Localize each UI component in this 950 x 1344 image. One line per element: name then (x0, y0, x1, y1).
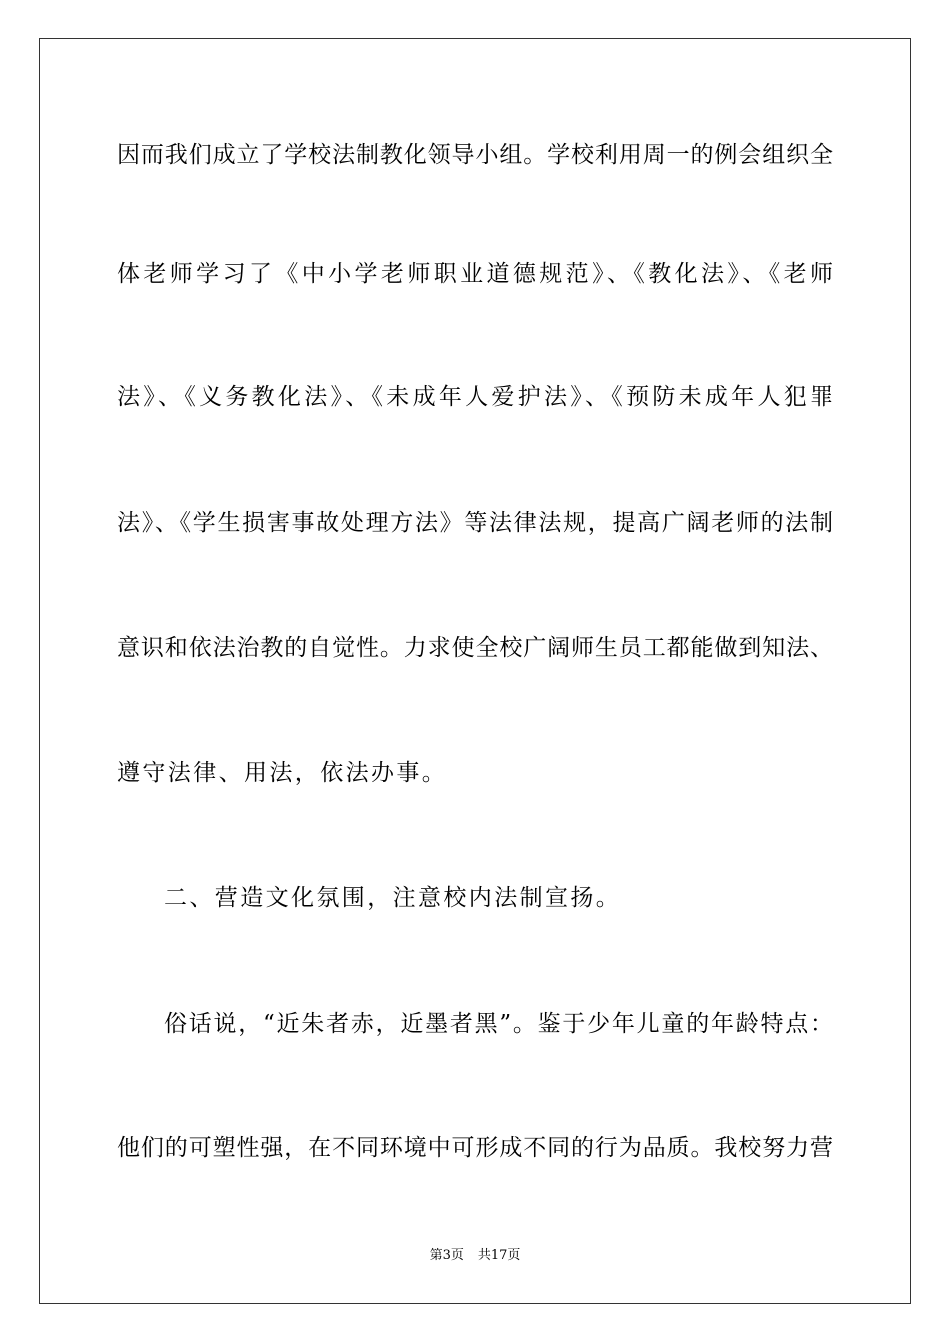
section-heading: 二、营造文化氛围，注意校内法制宣扬。 (164, 885, 622, 911)
body-line-6: 遵守法律、用法，依法办事。 (117, 760, 448, 786)
body-line-5: 意识和依法治教的自觉性。力求使全校广阔师生员工都能做到知法、 (117, 635, 833, 661)
body-line-2: 体老师学习了《中小学老师职业道德规范》、《教化法》、《老师 (117, 261, 833, 287)
body-line-9: 他们的可塑性强，在不同环境中可形成不同的行为品质。我校努力营 (117, 1135, 833, 1161)
page-frame (39, 38, 911, 1304)
body-line-8: 俗话说，“近朱者赤，近墨者黑”。鉴于少年儿童的年龄特点： (164, 1011, 833, 1037)
body-line-4: 法》、《学生损害事故处理方法》等法律法规，提高广阔老师的法制 (117, 510, 833, 536)
body-line-3: 法》、《义务教化法》、《未成年人爱护法》、《预防未成年人犯罪 (117, 384, 833, 410)
page-footer (0, 1247, 950, 1265)
page-number: 第3页 (429, 1248, 464, 1263)
page-total: 共17页 (477, 1248, 521, 1263)
body-line-1: 因而我们成立了学校法制教化领导小组。学校利用周一的例会组织全 (117, 142, 833, 168)
